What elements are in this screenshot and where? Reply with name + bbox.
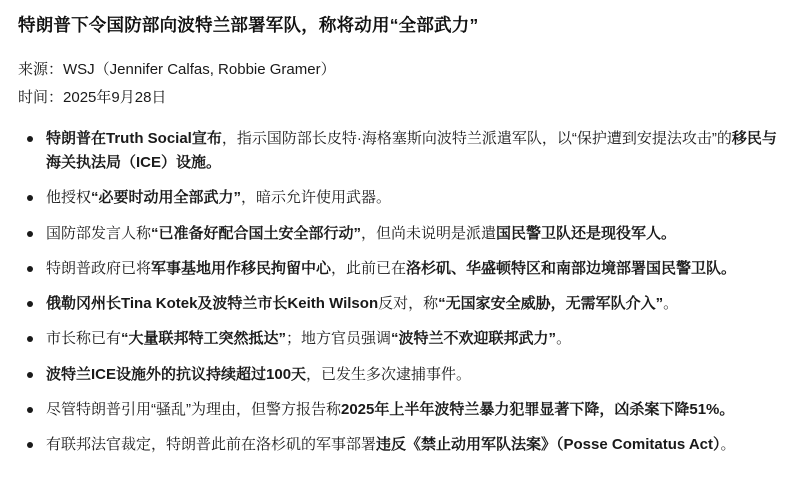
emphasis-text: 移民与海关执法局（ICE）设施。 — [46, 129, 777, 171]
body-text: 反对，称 — [378, 295, 439, 313]
list-item — [44, 186, 782, 210]
body-text: ，但尚未说明是派遣 — [361, 224, 497, 242]
emphasis-text: “已准备好配合国土安全部行动” — [151, 224, 362, 242]
list-item — [44, 398, 782, 422]
emphasis-text: 2025年上半年波特兰暴力犯罪显著下降，凶杀案下降51%。 — [341, 401, 735, 418]
body-text: 特朗普政府已将 — [46, 259, 152, 277]
body-text: 他授权 — [46, 189, 92, 207]
emphasis-text: “无国家安全威胁，无需军队介入” — [438, 295, 664, 313]
date-line — [18, 84, 782, 113]
summary-bullet-list — [18, 127, 782, 458]
body-text: 有联邦法官裁定，特朗普此前在洛杉矶的军事部署 — [46, 436, 377, 454]
emphasis-text: “大量联邦特工突然抵达” — [121, 330, 287, 348]
date-label: 时间： — [18, 89, 64, 107]
list-item — [44, 327, 782, 351]
list-item — [44, 222, 782, 246]
body-text: 国防部发言人称 — [46, 224, 152, 242]
list-item — [44, 127, 782, 176]
emphasis-text: 特朗普在Truth Social宣布 — [46, 129, 222, 147]
body-text: 。 — [720, 436, 736, 454]
emphasis-text: 违反《禁止动用军队法案》（Posse Comitatus Act） — [376, 436, 721, 454]
body-text: ，暗示允许使用武器。 — [241, 189, 392, 207]
list-item — [44, 363, 782, 387]
body-text: ，已发生多次逮捕事件。 — [306, 365, 472, 383]
page-title: 特朗普下令国防部向波特兰部署军队，称将动用“全部武力” — [18, 15, 479, 35]
body-text: ，此前已在 — [331, 259, 407, 277]
body-text: ；地方官员强调 — [286, 330, 392, 348]
source-line — [18, 56, 782, 85]
emphasis-text: “波特兰不欢迎联邦武力” — [391, 330, 557, 348]
source-value: WSJ（Jennifer Calfas, Robbie Gramer） — [63, 60, 336, 78]
emphasis-text: 洛杉矶、华盛顿特区和南部边境部署国民警卫队。 — [406, 259, 737, 277]
document-meta — [18, 56, 782, 113]
emphasis-text: 国民警卫队还是现役军人。 — [496, 224, 677, 242]
body-text: 。 — [556, 330, 572, 348]
emphasis-text: “必要时动用全部武力” — [91, 189, 242, 207]
body-text: 市长称已有 — [46, 330, 122, 348]
body-text: ，指示国防部长皮特·海格塞斯向波特兰派遣军队，以“保护遭到安提法攻击”的 — [221, 129, 732, 147]
emphasis-text: 波特兰ICE设施外的抗议持续超过100天 — [46, 365, 307, 383]
list-item — [44, 257, 782, 281]
list-item — [44, 292, 782, 316]
emphasis-text: 俄勒冈州长Tina Kotek及波特兰市长Keith Wilson — [46, 295, 379, 313]
emphasis-text: 军事基地用作移民拘留中心 — [151, 259, 332, 277]
date-value: 2025年9月28日 — [63, 89, 167, 107]
body-text: 。 — [663, 295, 679, 313]
source-label: 来源： — [18, 60, 64, 78]
body-text: 尽管特朗普引用“骚乱”为理由，但警方报告称 — [46, 401, 341, 418]
list-item — [44, 433, 782, 457]
